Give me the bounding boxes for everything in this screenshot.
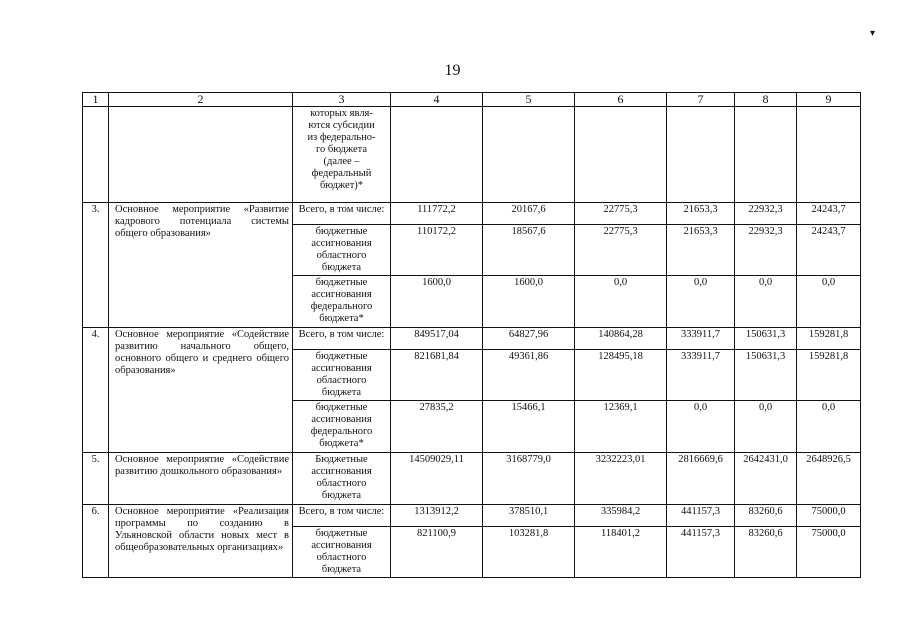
- value-cell: 0,0: [575, 276, 667, 328]
- value-cell: [735, 107, 797, 203]
- funding-source: Всего, в том числе:: [293, 203, 391, 225]
- value-cell: 2648926,5: [797, 453, 861, 505]
- table-row: [83, 505, 861, 527]
- name-cell: [109, 107, 293, 203]
- header-cell: 5: [483, 93, 575, 107]
- value-cell: 0,0: [735, 276, 797, 328]
- row-number: 5.: [83, 453, 109, 505]
- value-cell: 333911,7: [667, 350, 735, 401]
- value-cell: [797, 107, 861, 203]
- value-cell: 159281,8: [797, 350, 861, 401]
- value-cell: 24243,7: [797, 225, 861, 276]
- corner-mark: ▾: [869, 28, 875, 39]
- value-cell: 22775,3: [575, 203, 667, 225]
- header-cell: 2: [109, 93, 293, 107]
- funding-source: бюджетные ассигнования областного бюджета: [293, 350, 391, 401]
- value-cell: 1600,0: [391, 276, 483, 328]
- table-row: [83, 328, 861, 350]
- value-cell: 21653,3: [667, 225, 735, 276]
- table-body: [83, 107, 861, 578]
- value-cell: 20167,6: [483, 203, 575, 225]
- value-cell: 3168779,0: [483, 453, 575, 505]
- value-cell: 441157,3: [667, 505, 735, 527]
- value-cell: [575, 107, 667, 203]
- value-cell: 150631,3: [735, 350, 797, 401]
- value-cell: 2642431,0: [735, 453, 797, 505]
- row-number: 6.: [83, 505, 109, 578]
- value-cell: 3232223,01: [575, 453, 667, 505]
- value-cell: 75000,0: [797, 505, 861, 527]
- value-cell: 83260,6: [735, 527, 797, 578]
- value-cell: 22932,3: [735, 225, 797, 276]
- value-cell: 27835,2: [391, 401, 483, 453]
- activity-name: Основное мероприятие «Развитие кадрового потенциала системы общего образования»: [109, 203, 293, 328]
- funding-source: бюджетные ассигнования федерального бюджета*: [293, 276, 391, 328]
- value-cell: 22775,3: [575, 225, 667, 276]
- value-cell: 15466,1: [483, 401, 575, 453]
- value-cell: 64827,96: [483, 328, 575, 350]
- value-cell: [667, 107, 735, 203]
- value-cell: 128495,18: [575, 350, 667, 401]
- value-cell: 118401,2: [575, 527, 667, 578]
- value-cell: 18567,6: [483, 225, 575, 276]
- value-cell: 49361,86: [483, 350, 575, 401]
- value-cell: 333911,7: [667, 328, 735, 350]
- funding-source: Всего, в том числе:: [293, 505, 391, 527]
- value-cell: 378510,1: [483, 505, 575, 527]
- value-cell: 75000,0: [797, 527, 861, 578]
- activity-name: Основное мероприятие «Содействие развитию начального общего, основного общего и среднего общего образования»: [109, 328, 293, 453]
- value-cell: 21653,3: [667, 203, 735, 225]
- header-row: [83, 93, 861, 107]
- value-cell: [483, 107, 575, 203]
- value-cell: 83260,6: [735, 505, 797, 527]
- value-cell: 140864,28: [575, 328, 667, 350]
- page-number: 19: [444, 62, 461, 79]
- value-cell: 22932,3: [735, 203, 797, 225]
- value-cell: 110172,2: [391, 225, 483, 276]
- value-cell: 849517,04: [391, 328, 483, 350]
- activity-name: Основное мероприятие «Содействие развитию дошкольного образования»: [109, 453, 293, 505]
- value-cell: 14509029,11: [391, 453, 483, 505]
- value-cell: 12369,1: [575, 401, 667, 453]
- value-cell: 0,0: [735, 401, 797, 453]
- funding-source: Бюджетные ассигнования областного бюджета: [293, 453, 391, 505]
- row-number: 4.: [83, 328, 109, 453]
- table-row: [83, 453, 861, 505]
- value-cell: 0,0: [667, 401, 735, 453]
- funding-source: Всего, в том числе:: [293, 328, 391, 350]
- value-cell: [391, 107, 483, 203]
- value-cell: 335984,2: [575, 505, 667, 527]
- value-cell: 1600,0: [483, 276, 575, 328]
- value-cell: 103281,8: [483, 527, 575, 578]
- header-cell: 3: [293, 93, 391, 107]
- header-cell: 9: [797, 93, 861, 107]
- value-cell: 821100,9: [391, 527, 483, 578]
- header-cell: 4: [391, 93, 483, 107]
- value-cell: 2816669,6: [667, 453, 735, 505]
- value-cell: 0,0: [797, 276, 861, 328]
- value-cell: 0,0: [797, 401, 861, 453]
- activity-name: Основное мероприятие «Реализация программы по созданию в Ульяновской области новых мест в общеобразовательных организациях»: [109, 505, 293, 578]
- value-cell: 150631,3: [735, 328, 797, 350]
- value-cell: 111772,2: [391, 203, 483, 225]
- header-cell: 8: [735, 93, 797, 107]
- funding-source: бюджетные ассигнования областного бюджета: [293, 225, 391, 276]
- value-cell: 821681,84: [391, 350, 483, 401]
- header-cell: 1: [83, 93, 109, 107]
- continuation-row: [83, 107, 861, 203]
- value-cell: 159281,8: [797, 328, 861, 350]
- source-cell: которых явля- ются субсидии из федерально- го бюджета (далее – федеральный бюджет)*: [293, 107, 391, 203]
- value-cell: 441157,3: [667, 527, 735, 578]
- value-cell: 24243,7: [797, 203, 861, 225]
- index-cell: [83, 107, 109, 203]
- funding-source: бюджетные ассигнования федерального бюджета*: [293, 401, 391, 453]
- header-cell: 6: [575, 93, 667, 107]
- budget-table: [82, 92, 861, 578]
- value-cell: 1313912,2: [391, 505, 483, 527]
- funding-source: бюджетные ассигнования областного бюджета: [293, 527, 391, 578]
- row-number: 3.: [83, 203, 109, 328]
- header-cell: 7: [667, 93, 735, 107]
- table-row: [83, 203, 861, 225]
- value-cell: 0,0: [667, 276, 735, 328]
